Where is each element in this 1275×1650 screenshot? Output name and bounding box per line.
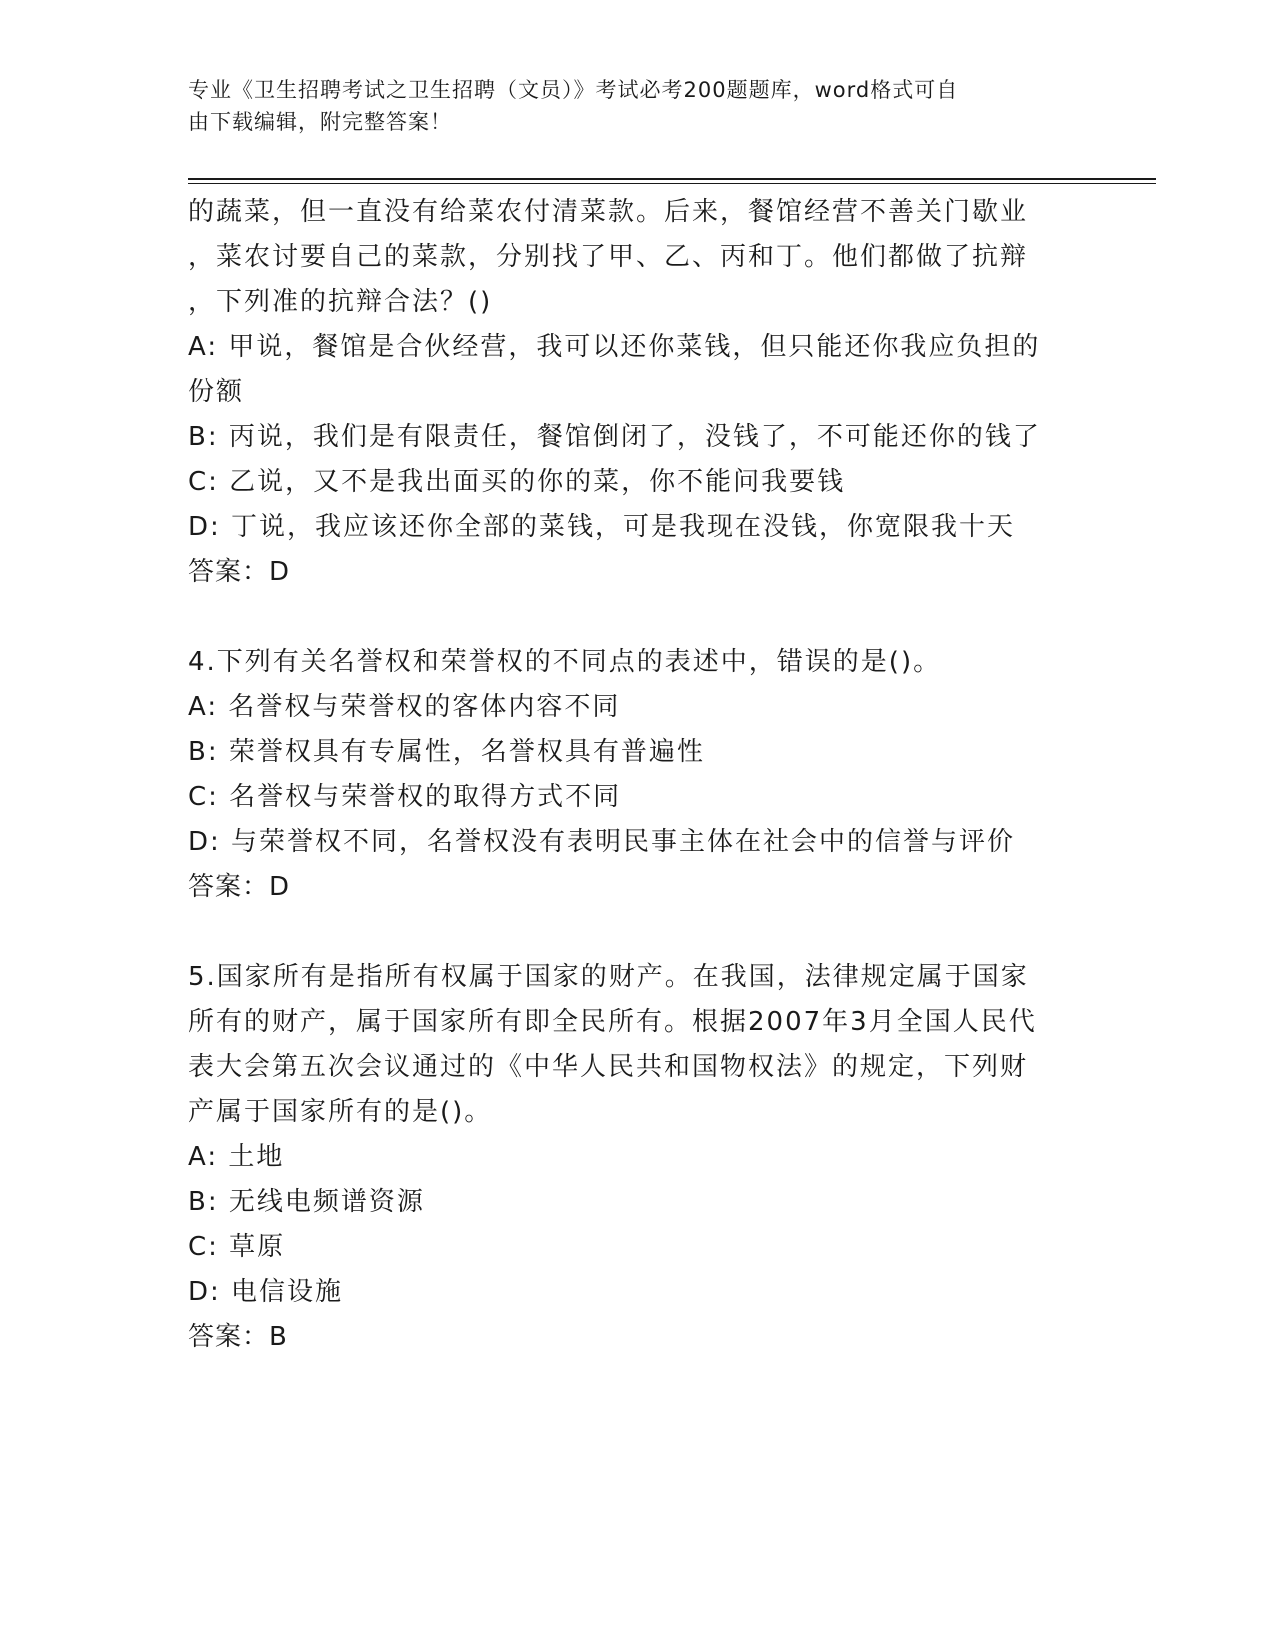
question-3-option-d: D: 丁说，我应该还你全部的菜钱，可是我现在没钱，你宽限我十天 (188, 512, 1016, 542)
question-3-answer: 答案：D (188, 557, 291, 587)
question-3-option-c: C: 乙说，又不是我出面买的你的菜，你不能问我要钱 (188, 467, 846, 497)
question-3-stem-line-2: ，菜农讨要自己的菜款，分别找了甲、乙、丙和丁。他们都做了抗辩 (188, 242, 1029, 272)
question-5-stem-line-1: 5.国家所有是指所有权属于国家的财产。在我国，法律规定属于国家 (188, 962, 1029, 992)
header-divider-thick (188, 178, 1156, 180)
header-title-line-1: 专业《卫生招聘考试之卫生招聘（文员）》考试必考200题题库，word格式可自 (188, 78, 959, 102)
question-4-option-d: D: 与荣誉权不同，名誉权没有表明民事主体在社会中的信誉与评价 (188, 827, 1016, 857)
header-title-line-2: 由下载编辑，附完整答案！ (188, 110, 452, 134)
question-4-answer: 答案：D (188, 872, 291, 902)
question-5-answer: 答案：B (188, 1322, 288, 1352)
question-5-stem-line-4: 产属于国家所有的是()。 (188, 1097, 493, 1127)
question-5-option-d: D: 电信设施 (188, 1277, 344, 1307)
question-5-option-b: B: 无线电频谱资源 (188, 1187, 425, 1217)
question-5-stem-line-3: 表大会第五次会议通过的《中华人民共和国物权法》的规定，下列财 (188, 1052, 1029, 1082)
question-3-option-b: B: 丙说，我们是有限责任，餐馆倒闭了，没钱了，不可能还你的钱了 (188, 422, 1041, 452)
question-4-option-b: B: 荣誉权具有专属性，名誉权具有普遍性 (188, 737, 705, 767)
question-4-option-c: C: 名誉权与荣誉权的取得方式不同 (188, 782, 622, 812)
question-spacer (188, 910, 1088, 955)
header-divider-thin (188, 183, 1156, 184)
question-4-stem: 4.下列有关名誉权和荣誉权的不同点的表述中，错误的是()。 (188, 647, 942, 677)
question-spacer (188, 595, 1088, 640)
question-5-stem-line-2: 所有的财产，属于国家所有即全民所有。根据2007年3月全国人民代 (188, 1007, 1037, 1037)
question-3-option-a: A: 甲说，餐馆是合伙经营，我可以还你菜钱，但只能还你我应负担的 (188, 332, 1041, 362)
question-content (188, 190, 1088, 1360)
question-5 (188, 955, 1088, 1360)
page-header (188, 74, 1068, 138)
question-4 (188, 640, 1088, 910)
question-3-stem-line-1: 的蔬菜，但一直没有给菜农付清菜款。后来，餐馆经营不善关门歇业 (188, 197, 1029, 227)
question-5-option-a: A: 土地 (188, 1142, 285, 1172)
question-3 (188, 190, 1088, 595)
question-3-option-a-continued: 份额 (188, 377, 245, 407)
question-5-option-c: C: 草原 (188, 1232, 286, 1262)
question-4-option-a: A: 名誉权与荣誉权的客体内容不同 (188, 692, 621, 722)
question-3-stem-line-3: ，下列准的抗辩合法？() (188, 287, 493, 317)
